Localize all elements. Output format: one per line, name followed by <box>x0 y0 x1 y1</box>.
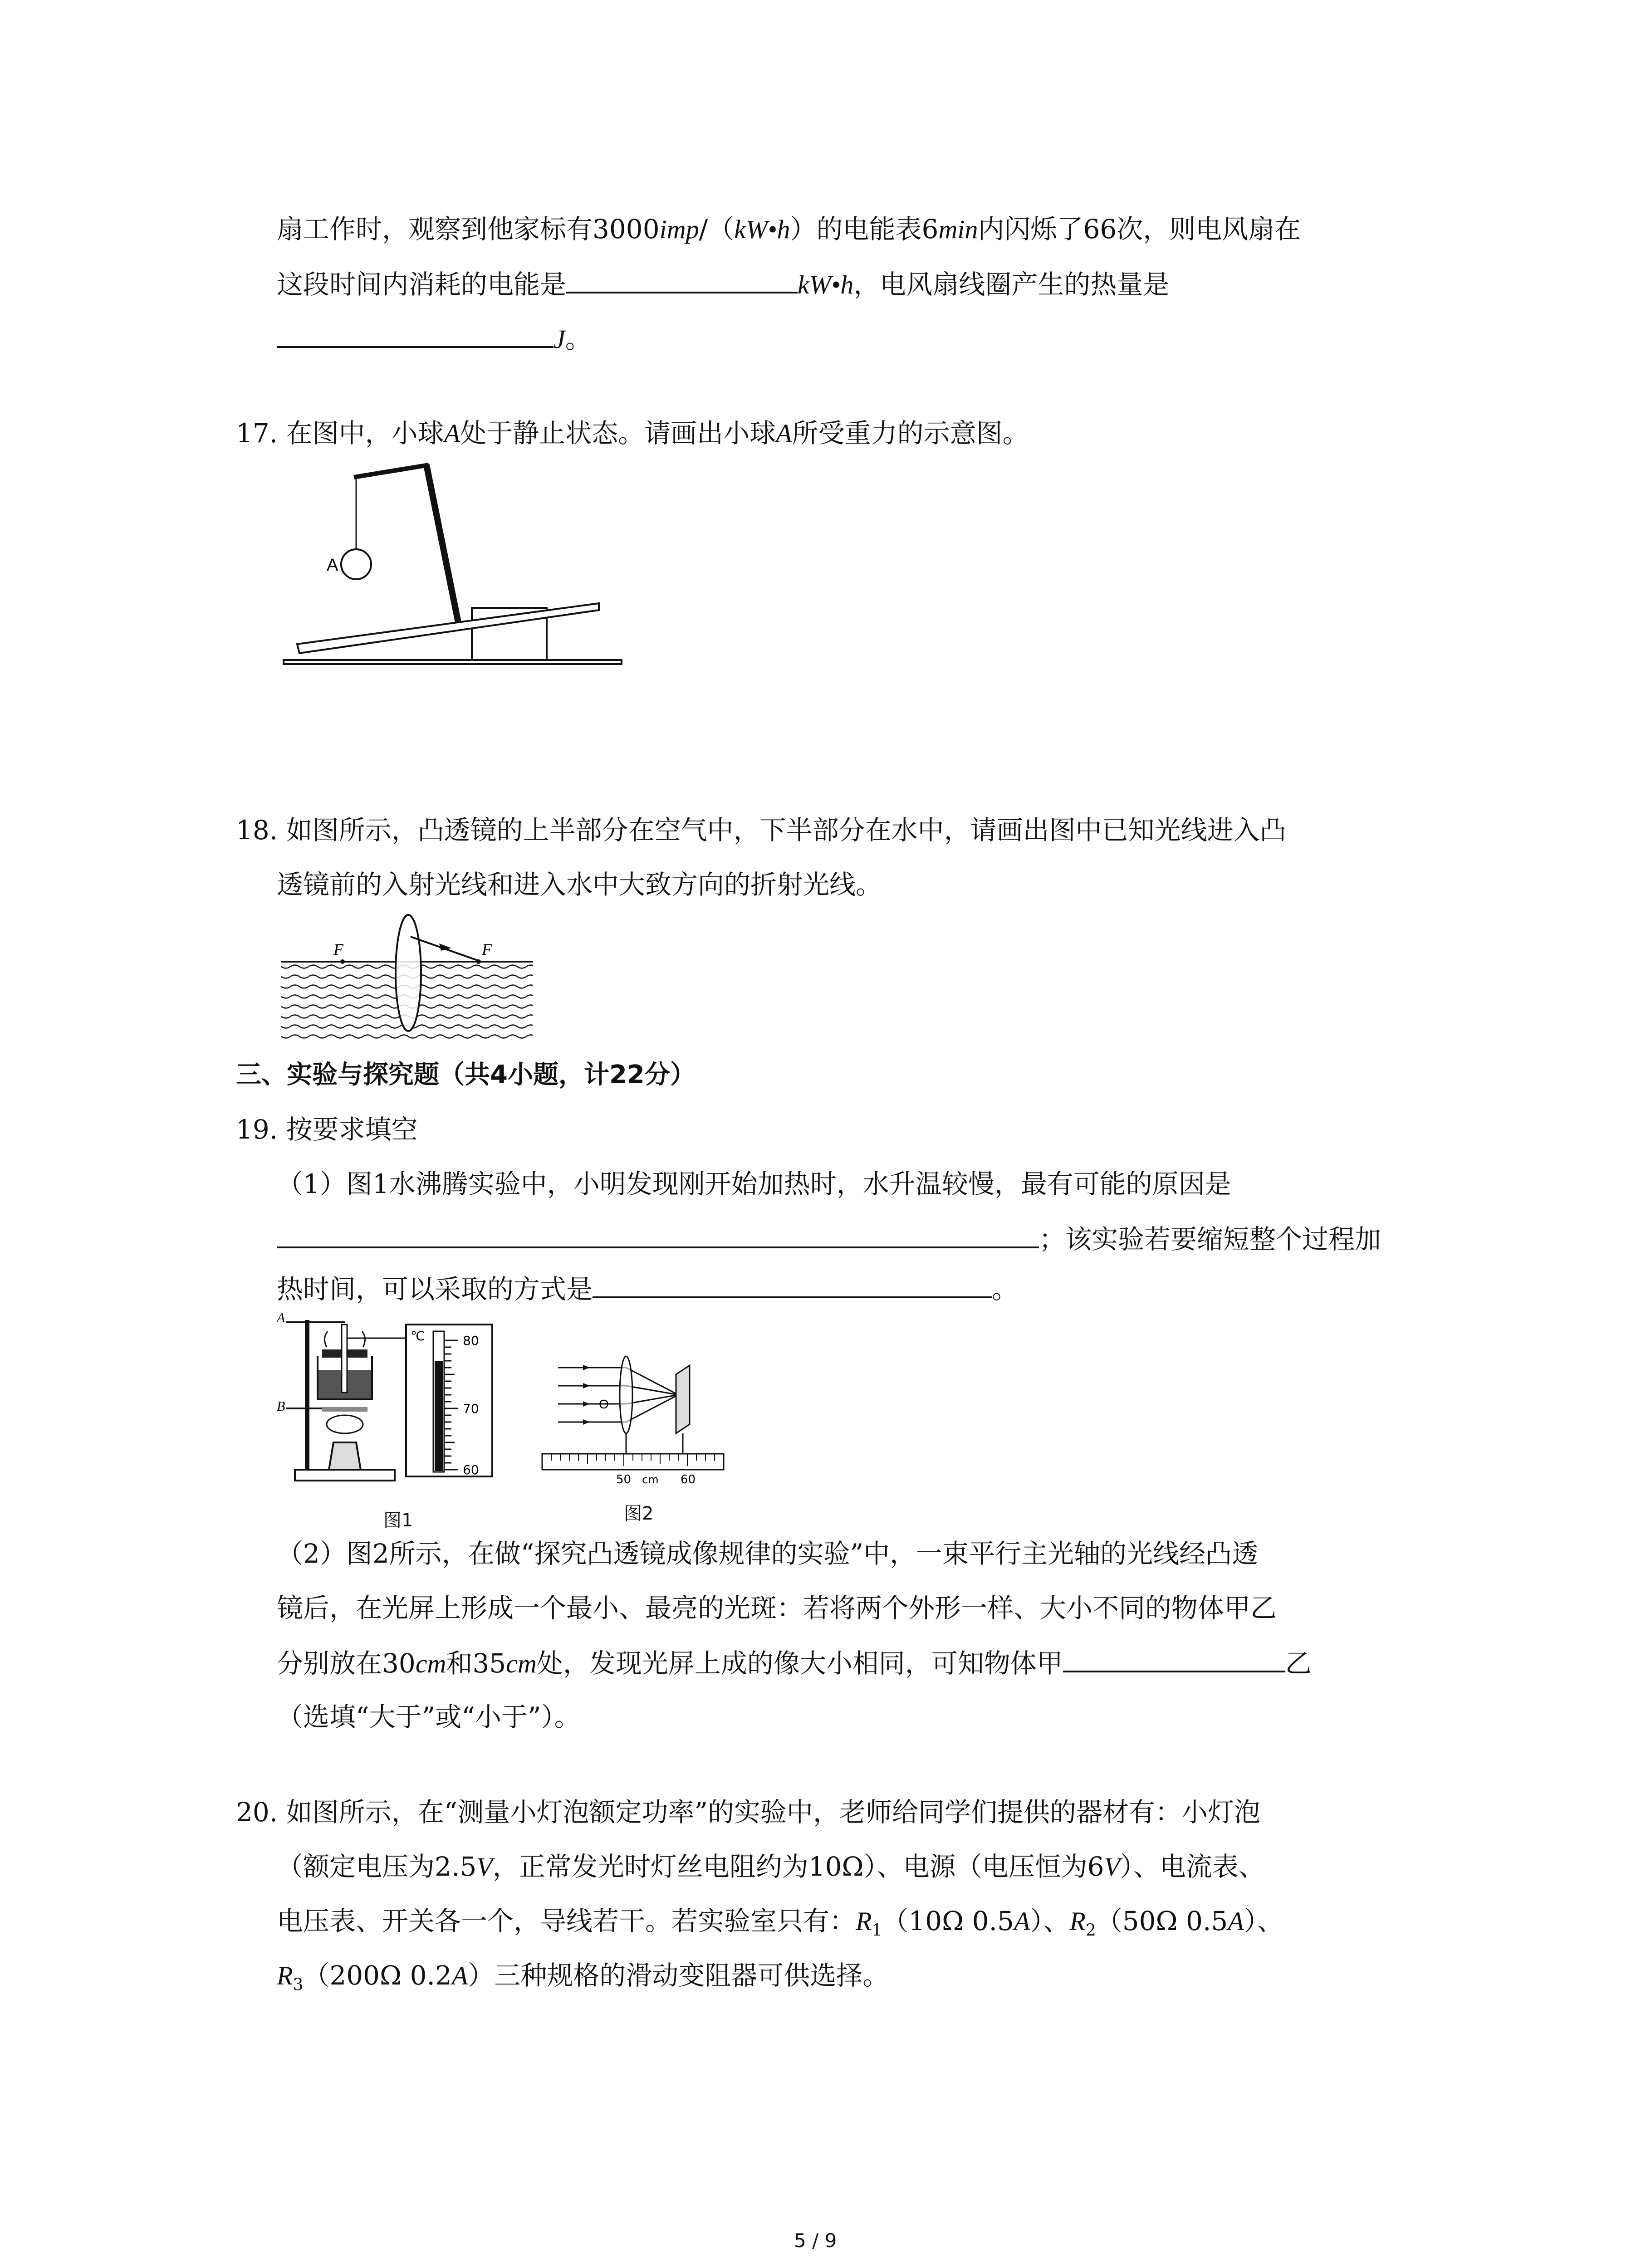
q20-line2: （额定电压为2.5V，正常发光时灯丝电阻约为10Ω）、电源（电压恒为6V）、电流表、 <box>277 1851 1265 1882</box>
q20-line3: 电压表、开关各一个，导线若干。若实验室只有：$R_1(10\Omega$ 0.5A）、$R_2(50\Omega$ 0.5A）、 <box>277 1906 1283 1940</box>
q19-p2-line2: 镜后，在光屏上形成一个最小、最亮的光斑：若将两个外形一样、大小不同的物体甲乙 <box>277 1593 1277 1623</box>
alcohol-lamp <box>329 1442 361 1470</box>
q19-p2-line1: （2）图2所示，在做“探究凸透镜成像规律的实验”中，一束平行主光轴的光线经凸透 <box>277 1538 1259 1569</box>
thermometer-in-beaker <box>342 1325 347 1393</box>
focus-right-point <box>476 959 481 964</box>
ball-a <box>341 549 371 579</box>
base-plate <box>284 660 622 664</box>
incline-pendulum-figure <box>272 454 626 689</box>
q17-text: 17. 在图中，小球A处于静止状态。请画出小球A所受重力的示意图。 <box>236 418 1029 449</box>
thermometer-label-70: 70 <box>463 1401 479 1416</box>
section-3-title: 三、实验与探究题（共4小题，计22分） <box>236 1060 696 1090</box>
thermometer-label-60: 60 <box>463 1462 479 1477</box>
thermometer-mercury <box>435 1361 443 1471</box>
fig2-caption: 图2 <box>624 1503 654 1524</box>
gauze <box>322 1407 367 1412</box>
figure-1-boiling <box>277 1306 531 1501</box>
steam-right <box>362 1331 365 1347</box>
q16-line3: J。 <box>277 320 592 357</box>
q20-line1: 20. 如图所示，在“测量小灯泡额定功率”的实验中，老师给同学们提供的器材有：小灯泡 <box>236 1797 1260 1828</box>
fig1-label-a: A <box>277 1310 285 1325</box>
fig1-label-b: B <box>277 1399 285 1414</box>
ball-a-label: A <box>327 556 338 575</box>
q18-line2: 透镜前的入射光线和进入水中大致方向的折射光线。 <box>277 869 882 900</box>
ruler-ticks <box>551 1454 715 1466</box>
light-screen <box>676 1365 690 1433</box>
q19-p2-line4: （选填“大于”或“小于”）。 <box>277 1701 581 1732</box>
stand-rod <box>426 465 458 622</box>
answer-blank-compare[interactable] <box>1063 1644 1285 1672</box>
q19-p1-line3: 热时间，可以采取的方式是 。 <box>277 1270 1018 1307</box>
thermometer-label-80: 80 <box>463 1333 479 1348</box>
ray-arrows <box>583 1365 590 1425</box>
answer-blank-energy[interactable] <box>566 265 798 293</box>
ruler-label-60: 60 <box>681 1473 696 1486</box>
q19-p2-line3: 分别放在30cm和35cm处，发现光屏上成的像大小相同，可知物体甲 乙 <box>277 1644 1312 1682</box>
focus-right-label: F <box>482 940 492 958</box>
stand-arm <box>354 465 429 477</box>
answer-blank-reason[interactable] <box>277 1220 1039 1248</box>
figure-2-lens-bench <box>535 1347 735 1497</box>
convex-lens-2 <box>620 1356 632 1433</box>
q18-line1: 18. 如图所示，凸透镜的上半部分在空气中，下半部分在水中，请画出图中已知光线进入凸 <box>236 815 1286 846</box>
q19-title: 19. 按要求填空 <box>236 1114 418 1145</box>
lens-water-figure <box>272 912 544 1043</box>
focus-left-label: F <box>333 940 343 958</box>
steam-left <box>324 1331 328 1347</box>
ruler-label-50: 50 <box>616 1473 632 1486</box>
ruler-unit-cm: cm <box>642 1473 659 1486</box>
stand-pole <box>305 1320 309 1470</box>
fig1-caption: 图1 <box>383 1510 413 1531</box>
q16-line2: 这段时间内消耗的电能是 kW•h，电风扇线圈产生的热量是 <box>277 265 1169 303</box>
incline-plank <box>297 603 599 653</box>
thermometer-unit: ℃ <box>411 1329 425 1344</box>
parallel-rays <box>558 1368 678 1422</box>
flame <box>327 1415 363 1433</box>
answer-blank-heat[interactable] <box>277 320 554 348</box>
q20-line4: $R_3(200\Omega$ 0.2A）三种规格的滑动变阻器可供选择。 <box>277 1960 889 1994</box>
lens-center-label: O <box>599 1397 609 1411</box>
q19-p1-line1: （1）图1水沸腾实验中，小明发现刚开始加热时，水升温较慢，最有可能的原因是 <box>277 1168 1231 1199</box>
answer-blank-method[interactable] <box>593 1270 992 1298</box>
q19-p1-line2: ；该实验若要缩短整个过程加 <box>277 1220 1381 1257</box>
page-number: 5 / 9 <box>794 2229 837 2252</box>
stand-base <box>295 1470 395 1481</box>
q16-line1: 扇工作时，观察到他家标有3000imp/（kW•h）的电能表6min内闪烁了66次，则电风扇在 <box>277 214 1301 244</box>
focus-left-point <box>340 959 345 964</box>
convex-lens <box>396 915 421 1031</box>
